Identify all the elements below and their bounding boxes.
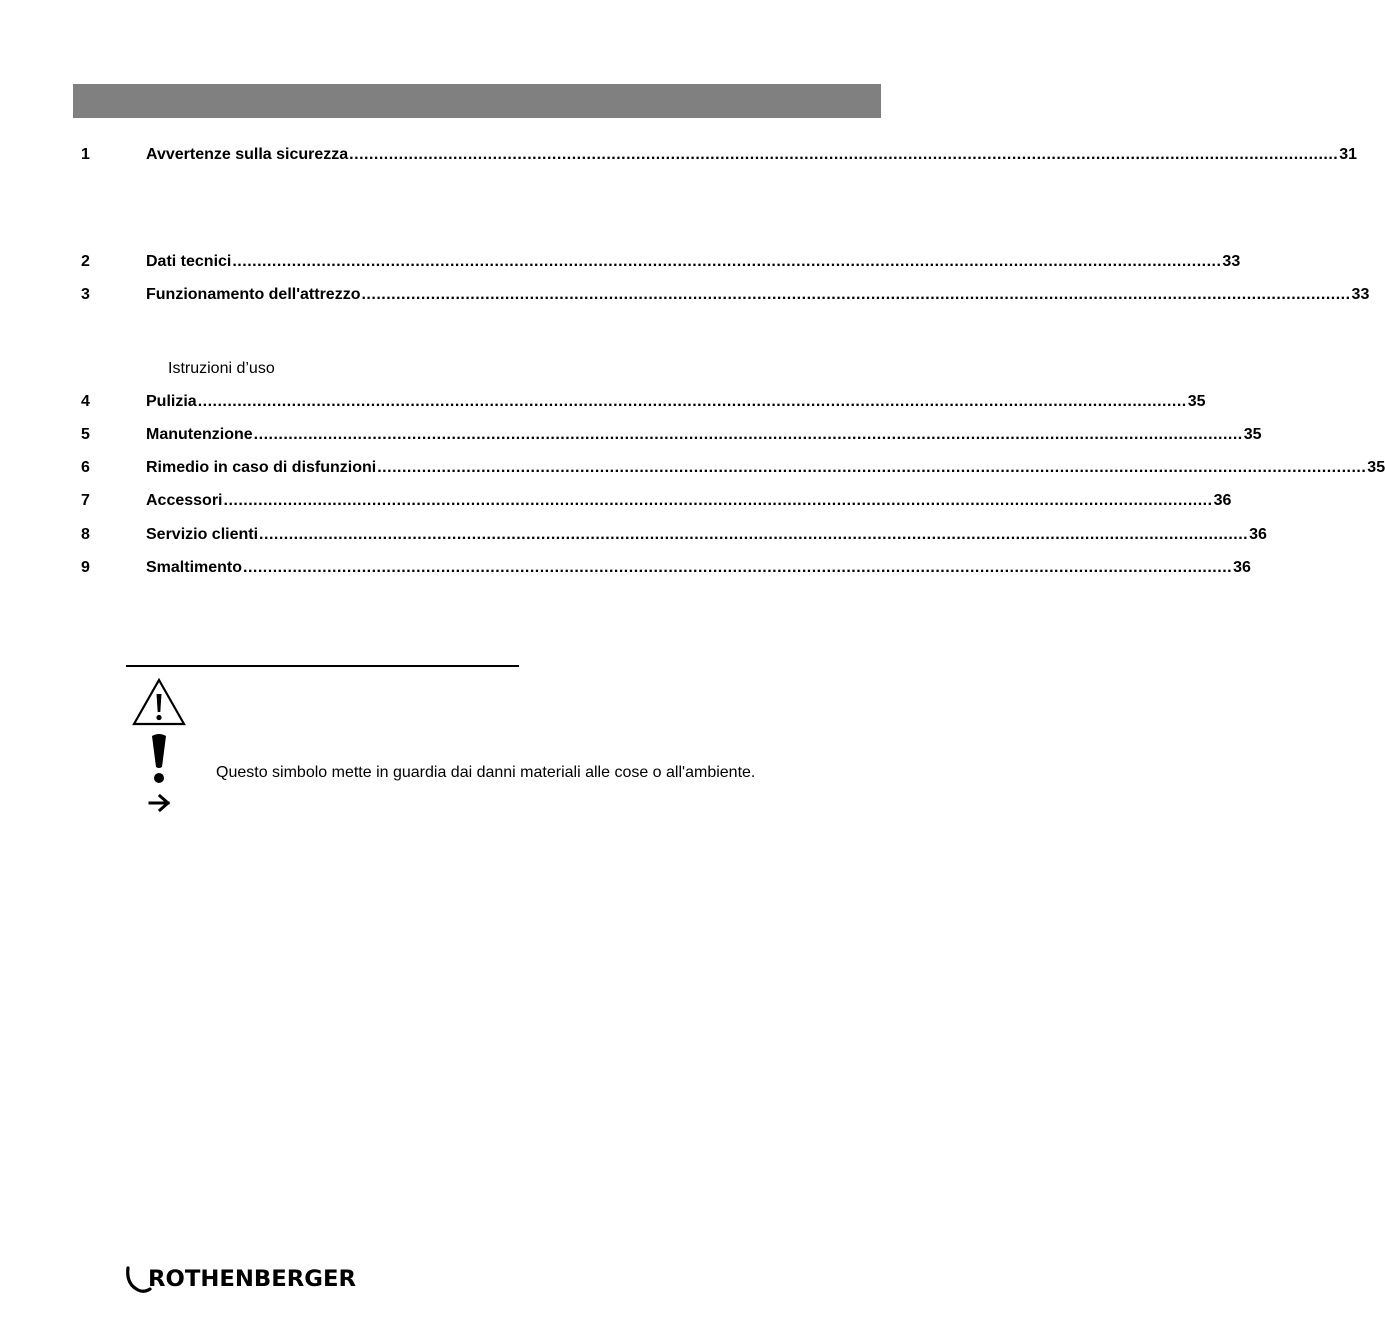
toc-title: Rimedio in caso di disfunzioni — [146, 459, 377, 476]
toc-number: 7 — [81, 492, 90, 509]
toc-page-number: 36 — [1213, 492, 1232, 509]
toc-number: 4 — [81, 393, 90, 410]
rothenberger-logo — [124, 1262, 360, 1298]
toc-page-number: 35 — [1367, 459, 1385, 476]
toc-number: 9 — [81, 559, 90, 576]
arrow-right-icon — [148, 794, 172, 812]
toc-page-number: 35 — [1243, 426, 1262, 443]
toc-number: 1 — [81, 146, 90, 163]
toc-entry-4[interactable] — [81, 392, 1206, 412]
toc-title: Pulizia — [146, 393, 197, 410]
exclamation-icon — [148, 733, 170, 785]
toc-entry-9[interactable] — [81, 558, 1251, 578]
toc-page-number: 36 — [1249, 526, 1267, 543]
toc-number: 6 — [81, 459, 90, 476]
toc-title: Dati tecnici — [146, 253, 232, 270]
toc-entry-7[interactable] — [81, 491, 1232, 511]
toc-entry-8[interactable] — [81, 525, 1267, 545]
toc-number: 3 — [81, 286, 90, 303]
toc-leader: ........................................................................................................................................................................................................ — [197, 393, 1187, 410]
toc-title: Funzionamento dell'attrezzo — [146, 286, 361, 303]
toc-leader: ........................................................................................................................................................................................................ — [349, 146, 1339, 163]
subheading: Istruzioni d’uso — [168, 360, 275, 377]
toc-title: Manutenzione — [146, 426, 253, 443]
toc-page-number: 31 — [1339, 146, 1358, 163]
toc-entry-2[interactable] — [81, 252, 1241, 272]
toc-number: 8 — [81, 526, 90, 543]
toc-entry-5[interactable] — [81, 425, 1262, 445]
toc-page-number: 35 — [1187, 393, 1206, 410]
warning-triangle-icon — [132, 678, 186, 726]
toc-leader: ........................................................................................................................................................................................................ — [361, 286, 1351, 303]
brand-wordmark: ROTHENBERGER — [148, 1267, 357, 1292]
toc-leader: ........................................................................................................................................................................................................ — [223, 492, 1213, 509]
toc-leader: ........................................................................................................................................................................................................ — [259, 526, 1249, 543]
symbol-note: Questo simbolo mette in guardia dai danni materiali alle cose o all'ambiente. — [216, 764, 756, 781]
toc-title: Avvertenze sulla sicurezza — [146, 146, 349, 163]
toc-page-number: 36 — [1233, 559, 1251, 576]
toc-entry-6[interactable] — [81, 458, 1385, 478]
toc-page-number: 33 — [1222, 253, 1241, 270]
toc-leader: ........................................................................................................................................................................................................ — [377, 459, 1367, 476]
toc-number: 2 — [81, 253, 90, 270]
toc-title: Accessori — [146, 492, 223, 509]
toc-title: Servizio clienti — [146, 526, 259, 543]
toc-number: 5 — [81, 426, 90, 443]
toc-title: Smaltimento — [146, 559, 243, 576]
toc-leader: ........................................................................................................................................................................................................ — [232, 253, 1222, 270]
toc-page-number: 33 — [1351, 286, 1370, 303]
toc-entry-3[interactable] — [81, 285, 1370, 305]
section-rule — [126, 665, 519, 667]
toc-entry-1[interactable] — [81, 145, 1358, 165]
toc-leader: ........................................................................................................................................................................................................ — [243, 559, 1233, 576]
toc-leader: ........................................................................................................................................................................................................ — [253, 426, 1243, 443]
header-bar — [73, 84, 881, 118]
